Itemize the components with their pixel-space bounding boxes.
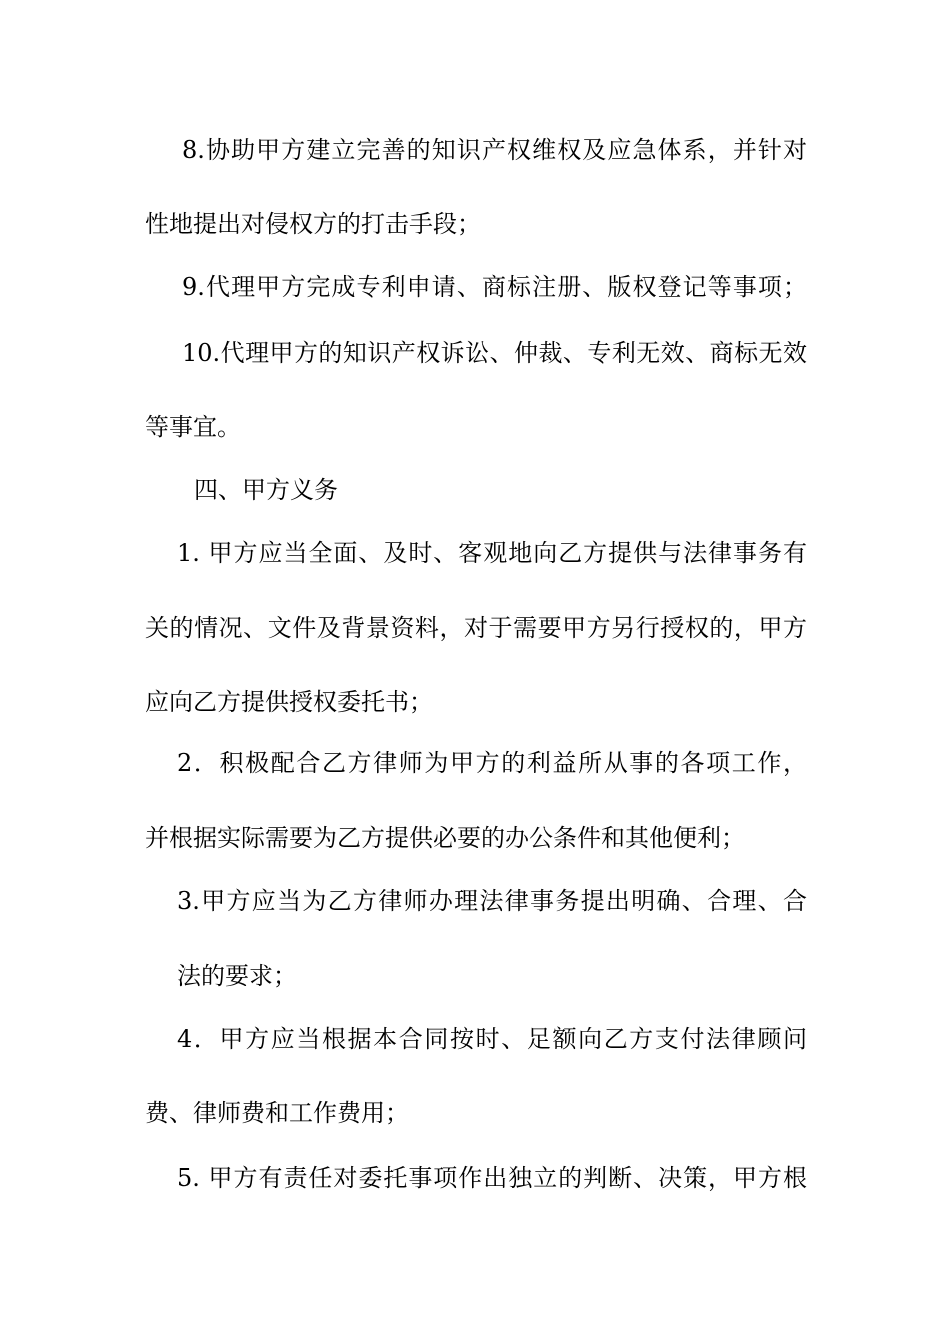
duty-5-line-1: 5. 甲方有责任对委托事项作出独立的判断、决策，甲方根: [177, 1164, 807, 1192]
item-10-line-1: 10.代理甲方的知识产权诉讼、仲裁、专利无效、商标无效: [182, 339, 807, 367]
duty-2-line-2: 并根据实际需要为乙方提供必要的办公条件和其他便利；: [145, 824, 745, 852]
duty-1-line-2: 关的情况、文件及背景资料，对于需要甲方另行授权的，甲方: [145, 614, 807, 642]
duty-2-line-1: 2．积极配合乙方律师为甲方的利益所从事的各项工作，: [177, 749, 807, 777]
item-9-line-1: 9.代理甲方完成专利申请、商标注册、版权登记等事项；: [182, 273, 807, 301]
section-heading: 四、甲方义务: [194, 476, 338, 504]
duty-3-line-1: 3.甲方应当为乙方律师办理法律事务提出明确、合理、合: [177, 887, 807, 915]
item-8-line-2: 性地提出对侵权方的打击手段；: [145, 210, 481, 238]
duty-1-line-3: 应向乙方提供授权委托书；: [145, 688, 433, 716]
duty-3-line-2: 法的要求；: [177, 962, 297, 990]
item-8-line-1: 8.协助甲方建立完善的知识产权维权及应急体系，并针对: [182, 136, 807, 164]
item-10-line-2: 等事宜。: [145, 413, 241, 441]
duty-4-line-2: 费、律师费和工作费用；: [145, 1099, 409, 1127]
duty-1-line-1: 1. 甲方应当全面、及时、客观地向乙方提供与法律事务有: [177, 539, 807, 567]
duty-4-line-1: 4．甲方应当根据本合同按时、足额向乙方支付法律顾问: [177, 1025, 807, 1053]
